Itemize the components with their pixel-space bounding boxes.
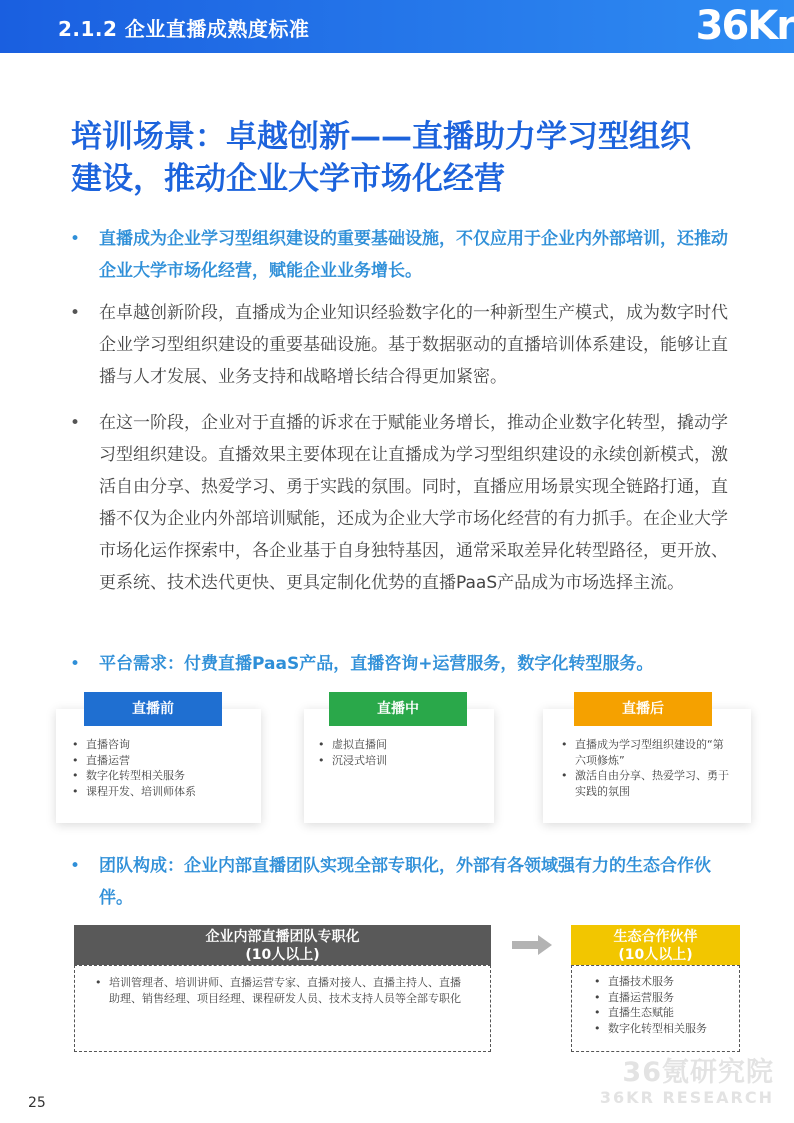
bullet-dot-icon: • (70, 303, 81, 323)
partner-title: 生态合作伙伴 (613, 929, 698, 945)
list-item: • 激活自由分享、热爱学习、勇于实践的氛围 (561, 768, 733, 799)
internal-team-list (75, 966, 490, 1006)
partner-box (571, 965, 740, 1052)
internal-team-header (74, 925, 491, 965)
header-bar (0, 0, 794, 53)
watermark (600, 1058, 774, 1108)
list-item: • 沉浸式培训 (318, 753, 494, 769)
list-item: • 课程开发、培训师体系 (72, 784, 261, 800)
bullet-dot-icon: • (70, 856, 81, 876)
section-title-line2: 建设，推动企业大学市场化经营 (71, 161, 505, 197)
partner-list (572, 966, 739, 1036)
watermark-en: 36KR RESEARCH (599, 1088, 774, 1107)
list-item: • 直播成为学习型组织建设的“第六项修炼” (561, 737, 733, 768)
list-item: • 直播运营 (72, 753, 261, 769)
arrow-right-icon (512, 935, 552, 955)
36kr-logo: 36Kr (695, 3, 794, 49)
internal-team-title: 企业内部直播团队专职化 (205, 929, 360, 945)
list-item: • 数字化转型相关服务 (72, 768, 261, 784)
watermark-cn: 36氪研究院 (622, 1057, 774, 1088)
list-item: • 直播技术服务 (594, 974, 733, 990)
internal-team-size: (10人以上) (245, 947, 320, 963)
bullet-team-composition (70, 850, 730, 914)
bullet-key-point (70, 223, 730, 287)
bullet-text: 在卓越创新阶段，直播成为企业知识经验数字化的一种新型生产模式，成为数字时代企业学习型组织建设的重要基础设施。基于数据驱动的直播培训体系建设，能够让直播与人才发展、业务支持和战略增长结合得更加紧密。 (99, 303, 728, 387)
stage-card-after (543, 709, 751, 823)
section-title-line1: 培训场景：卓越创新——直播助力学习型组织 (71, 119, 691, 155)
list-item: • 直播运营服务 (594, 990, 733, 1006)
bullet-text: 平台需求：付费直播PaaS产品，直播咨询+运营服务，数字化转型服务。 (99, 654, 654, 674)
bullet-paragraph (70, 297, 730, 393)
bullet-text: 在这一阶段，企业对于直播的诉求在于赋能业务增长，推动企业数字化转型，撬动学习型组织建设。直播效果主要体现在让直播成为学习型组织建设的永续创新模式，激活自由分享、热爱学习、勇于实践的氛围。同时，直播应用场景实现全链路打通，直播不仅为企业内外部培训赋能，还成为企业大学市场化经营的有力抓手。在企业大学市场化运作探索中，各企业基于自身独特基因，通常采取差异化转型路径，更开放、更系统、技术迭代更快、更具定制化优势的直播PaaS产品成为市场选择主流。 (99, 413, 728, 593)
list-item: • 虚拟直播间 (318, 737, 494, 753)
list-item: • 培训管理者、培训讲师、直播运营专家、直播对接人、直播主持人、直播助理、销售经理、项目经理、课程研发人员、技术支持人员等全部专职化 (95, 975, 468, 1006)
stage-header-after: 直播后 (574, 692, 712, 726)
list-item: • 直播生态赋能 (594, 1005, 733, 1021)
stage-card-before (56, 709, 261, 823)
header-title: 2.1.2 企业直播成熟度标准 (58, 17, 310, 41)
bullet-dot-icon: • (70, 229, 81, 249)
bullet-paragraph (70, 407, 730, 599)
bullet-dot-icon: • (70, 654, 81, 674)
bullet-text: 直播成为企业学习型组织建设的重要基础设施，不仅应用于企业内外部培训，还推动企业大学市场化经营，赋能企业业务增长。 (99, 229, 728, 281)
list-item: • 直播咨询 (72, 737, 261, 753)
stage-card-during (304, 709, 494, 823)
bullet-text: 团队构成：企业内部直播团队实现全部专职化，外部有各领域强有力的生态合作伙伴。 (99, 856, 711, 908)
section-title (71, 116, 751, 200)
list-item: • 数字化转型相关服务 (594, 1021, 733, 1037)
partner-header (571, 925, 740, 965)
internal-team-box (74, 965, 491, 1052)
stage-header-before: 直播前 (84, 692, 222, 726)
bullet-platform-needs (70, 648, 730, 680)
page-number: 25 (28, 1095, 46, 1111)
partner-size: (10人以上) (618, 947, 693, 963)
bullet-dot-icon: • (70, 413, 81, 433)
stage-header-during: 直播中 (329, 692, 467, 726)
